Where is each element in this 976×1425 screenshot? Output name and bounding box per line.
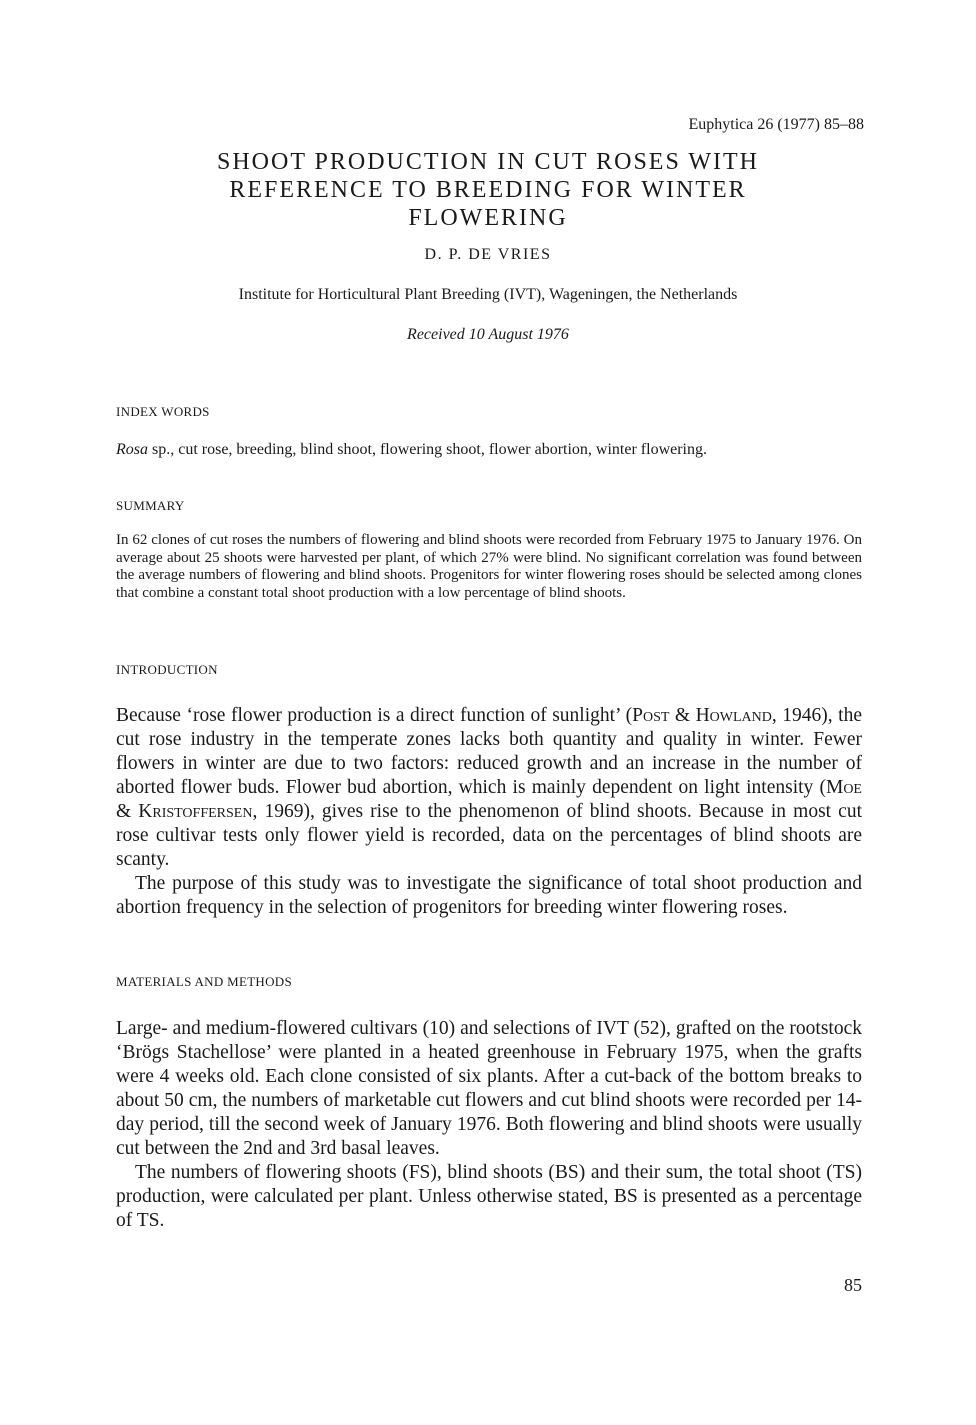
- author-name: D. P. DE VRIES: [424, 246, 552, 263]
- introduction-p1-part-a: Because ‘rose flower production is a direct function of sunlight’ (: [116, 705, 633, 726]
- methods-paragraph-2: The numbers of flowering shoots (FS), blind shoots (BS) and their sum, the total shoot (TS) production, were calculated per plant. Unless otherwise stated, BS is presented as a percentage of TS.: [116, 1162, 862, 1231]
- article-title: [150, 148, 826, 232]
- page-number: 85: [844, 1275, 862, 1295]
- summary-text: In 62 clones of cut roses the numbers of flowering and blind shoots were recorded from February 1975 to January 1976. On average about 25 shoots were harvested per plant, of which 27% were blind. No significant correlation was found between the average numbers of flowering and blind shoots. Progenitors for winter flowering roses should be selected among clones that combine a constant total shoot production with a low percentage of blind shoots.: [116, 532, 862, 601]
- author-affiliation: Institute for Horticultural Plant Breeding (IVT), Wageningen, the Netherlands: [238, 286, 738, 303]
- introduction-paragraph-1: [116, 704, 862, 872]
- title-line-1: SHOOT PRODUCTION IN CUT ROSES WITH: [216, 149, 760, 175]
- index-words-heading: INDEX WORDS: [116, 404, 210, 419]
- introduction-heading: INTRODUCTION: [116, 662, 218, 677]
- methods-body: [116, 1017, 862, 1233]
- title-line-2: REFERENCE TO BREEDING FOR WINTER: [229, 177, 747, 203]
- methods-heading: MATERIALS AND METHODS: [116, 974, 293, 989]
- journal-reference: Euphytica 26 (1977) 85–88: [688, 116, 864, 133]
- citation-post-howland: Post & Howland: [632, 705, 772, 726]
- index-words-genus: Rosa: [116, 441, 148, 458]
- introduction-paragraph-2: The purpose of this study was to investigate the significance of total shoot production and abortion frequency in the selection of progenitors for breeding winter flowering roses.: [116, 873, 862, 918]
- title-line-3: FLOWERING: [408, 205, 568, 231]
- summary-heading: SUMMARY: [116, 498, 185, 513]
- introduction-p1-part-c: , 1969), gives rise to the phenomenon of blind shoots. Because in most cut rose cultivar tests only flower yield is recorded, data on the percentages of blind shoots are scanty.: [116, 801, 862, 870]
- introduction-body: [116, 704, 862, 920]
- index-words-text: [116, 441, 862, 459]
- citation-moe-kristoffersen: Moe & Kristoffersen: [116, 777, 862, 822]
- index-words-list: sp., cut rose, breeding, blind shoot, flowering shoot, flower abortion, winter flowering.: [148, 441, 707, 458]
- introduction-p1-part-b: , 1946), the cut rose industry in the temperate zones lacks both quantity and quality in winter. Fewer flowers in winter are due to two factors: reduced growth and an increase in the number of aborted flower buds. Flower bud abortion, which is mainly dependent on light intensity (: [116, 705, 862, 798]
- methods-paragraph-1: Large- and medium-flowered cultivars (10) and selections of IVT (52), grafted on the rootstock ‘Brögs Stachellose’ were planted in a heated greenhouse in February 1975, when the grafts were 4 weeks old. Each clone consisted of six plants. After a cut-back of the bottom breaks to about 50 cm, the numbers of marketable cut flowers and cut blind shoots were recorded per 14-day period, till the second week of January 1976. Both flowering and blind shoots were usually cut between the 2nd and 3rd basal leaves.: [116, 1018, 862, 1159]
- received-date: Received 10 August 1976: [407, 326, 569, 343]
